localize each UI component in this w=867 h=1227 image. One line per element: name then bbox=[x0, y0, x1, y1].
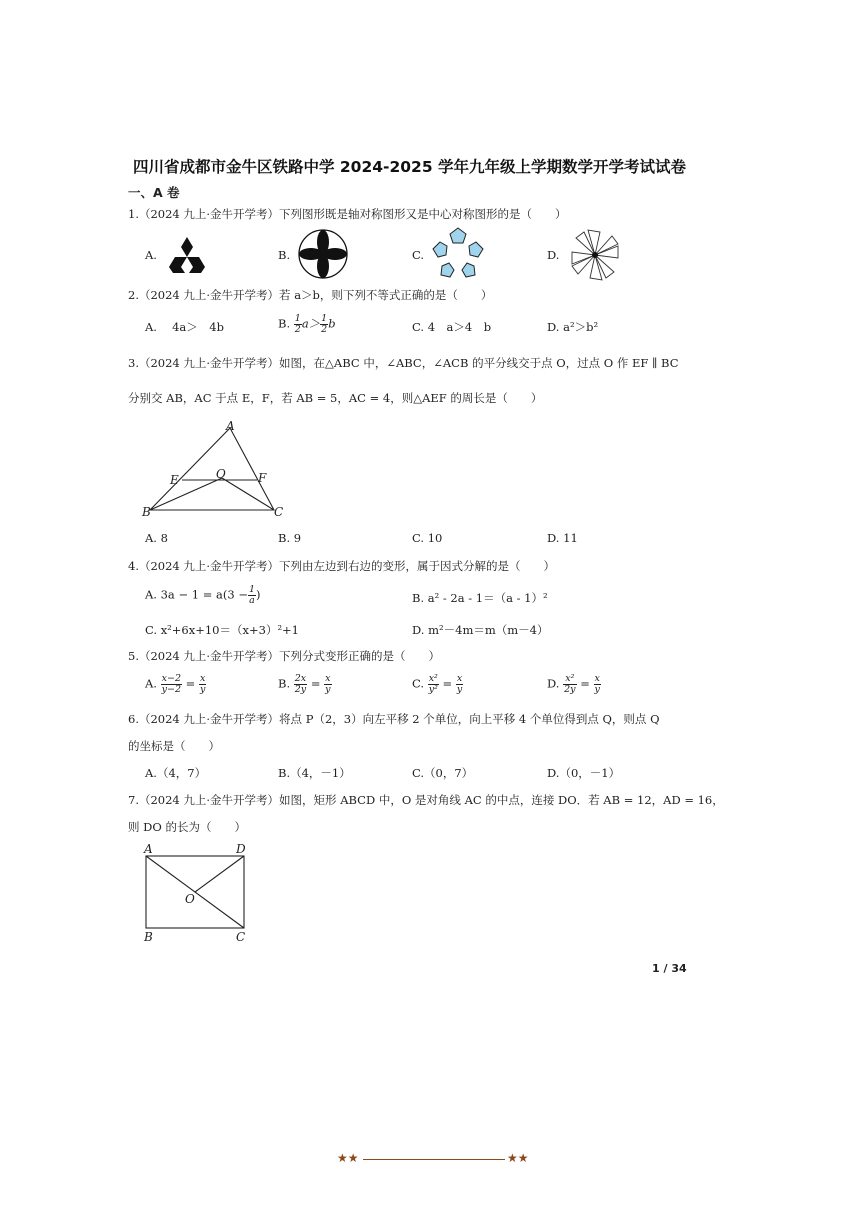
q5-option-b: B. $\frac{2x}{2y}$ = $\frac{x}{y}$ bbox=[278, 673, 331, 695]
q4-option-b: B. a² - 2a - 1＝（a - 1）² bbox=[412, 591, 548, 605]
q1-label-a: A. bbox=[145, 248, 157, 262]
q4-option-c: C. x²+6x+10＝（x+3）²+1 bbox=[145, 623, 300, 637]
q5-option-c: C. $\frac{\text{x²}}{\text{y²}}$ = $\frac{x}{y}$ bbox=[412, 673, 463, 695]
q6-option-b: B.（4，－1） bbox=[278, 766, 351, 780]
q6-option-d: D.（0，－1） bbox=[547, 766, 621, 780]
q2-option-c: C. 4 a＞4 b bbox=[412, 320, 492, 334]
q3-option-a: A. 8 bbox=[145, 531, 168, 545]
pinwheel-icon bbox=[568, 228, 622, 282]
q2-stem: 2.（2024 九上·金牛开学考）若 a＞b，则下列不等式正确的是（ ） bbox=[128, 288, 493, 302]
q5-stem: 5.（2024 九上·金牛开学考）下列分式变形正确的是（ ） bbox=[128, 649, 441, 663]
fig3-label-a: A bbox=[226, 419, 235, 433]
q2-option-b: B. $\frac{1}{2}$ a＞ $\frac{1}{2}$ b bbox=[278, 313, 336, 335]
q1-label-d: D. bbox=[547, 248, 560, 262]
fig7-label-c: C bbox=[236, 930, 246, 944]
q6-stem-line2: 的坐标是（ ） bbox=[128, 739, 220, 753]
fig7-label-a: A bbox=[144, 842, 153, 856]
q3-option-d: D. 11 bbox=[547, 531, 578, 545]
three-rhombus-logo-icon bbox=[163, 235, 211, 275]
q6-stem-line1: 6.（2024 九上·金牛开学考）将点 P（2，3）向左平移 2 个单位，向上平移 4 个单位得到点 Q，则点 Q bbox=[128, 712, 660, 726]
q3-stem-line2: 分别交 AB，AC 于点 E，F，若 AB = 5，AC = 4，则△AEF 的周长是（ ） bbox=[128, 391, 543, 405]
q3-option-b: B. 9 bbox=[278, 531, 302, 545]
fig7-label-o: O bbox=[185, 892, 195, 906]
footer-stars-left: ★★ bbox=[337, 1151, 359, 1165]
fig3-label-f: F bbox=[258, 471, 267, 485]
q2-option-d: D. a²＞b² bbox=[547, 320, 599, 334]
q1-label-b: B. bbox=[278, 248, 291, 262]
q4-option-d: D. m²－4m＝m（m－4） bbox=[412, 623, 549, 637]
q6-option-c: C.（0，7） bbox=[412, 766, 474, 780]
q7-stem-line1: 7.（2024 九上·金牛开学考）如图，矩形 ABCD 中，O 是对角线 AC 的中点，连接 DO．若 AB = 12，AD = 16， bbox=[128, 793, 724, 807]
fig3-label-b: B bbox=[142, 505, 151, 519]
four-petal-circle-icon bbox=[297, 228, 349, 280]
page-number: 1 / 34 bbox=[652, 962, 687, 975]
q7-stem-line2: 则 DO 的长为（ ） bbox=[128, 820, 246, 834]
footer-rule bbox=[363, 1159, 505, 1160]
section-heading: 一、A 卷 bbox=[128, 185, 180, 200]
footer-stars-right: ★★ bbox=[507, 1151, 529, 1165]
fig7-label-d: D bbox=[236, 842, 246, 856]
rectangle-abcd-figure bbox=[138, 840, 258, 946]
q3-option-c: C. 10 bbox=[412, 531, 443, 545]
q4-option-a: A. 3a − 1 = a(3 − $\frac{1}{a}$ ) bbox=[145, 584, 261, 606]
fig3-label-c: C bbox=[274, 505, 284, 519]
fig3-label-e: E bbox=[170, 473, 179, 487]
q1-stem: 1.（2024 九上·金牛开学考）下列图形既是轴对称图形又是中心对称图形的是（ ） bbox=[128, 207, 567, 221]
q5-option-d: D. $\frac{\text{x²}}{2y}$ = $\frac{x}{y}$ bbox=[547, 673, 600, 695]
q1-label-c: C. bbox=[412, 248, 425, 262]
q5-option-a: A. $\frac{x-2}{y-2}$ = $\frac{x}{y}$ bbox=[145, 673, 206, 695]
q2-option-a: A. 4a＞ 4b bbox=[145, 320, 224, 334]
q4-stem: 4.（2024 九上·金牛开学考）下列由左边到右边的变形，属于因式分解的是（ ） bbox=[128, 559, 556, 573]
q3-stem-line1: 3.（2024 九上·金牛开学考）如图，在△ABC 中，∠ABC，∠ACB 的平分线交于点 O，过点 O 作 EF ∥ BC bbox=[128, 356, 679, 370]
fig7-label-b: B bbox=[144, 930, 153, 944]
page-title: 四川省成都市金牛区铁路中学 2024-2025 学年九年级上学期数学开学考试试卷 bbox=[133, 158, 687, 176]
q6-option-a: A.（4，7） bbox=[145, 766, 207, 780]
triangle-abc-figure bbox=[140, 418, 290, 520]
pentagon-ring-icon bbox=[430, 226, 486, 282]
fig3-label-o: O bbox=[216, 467, 226, 481]
